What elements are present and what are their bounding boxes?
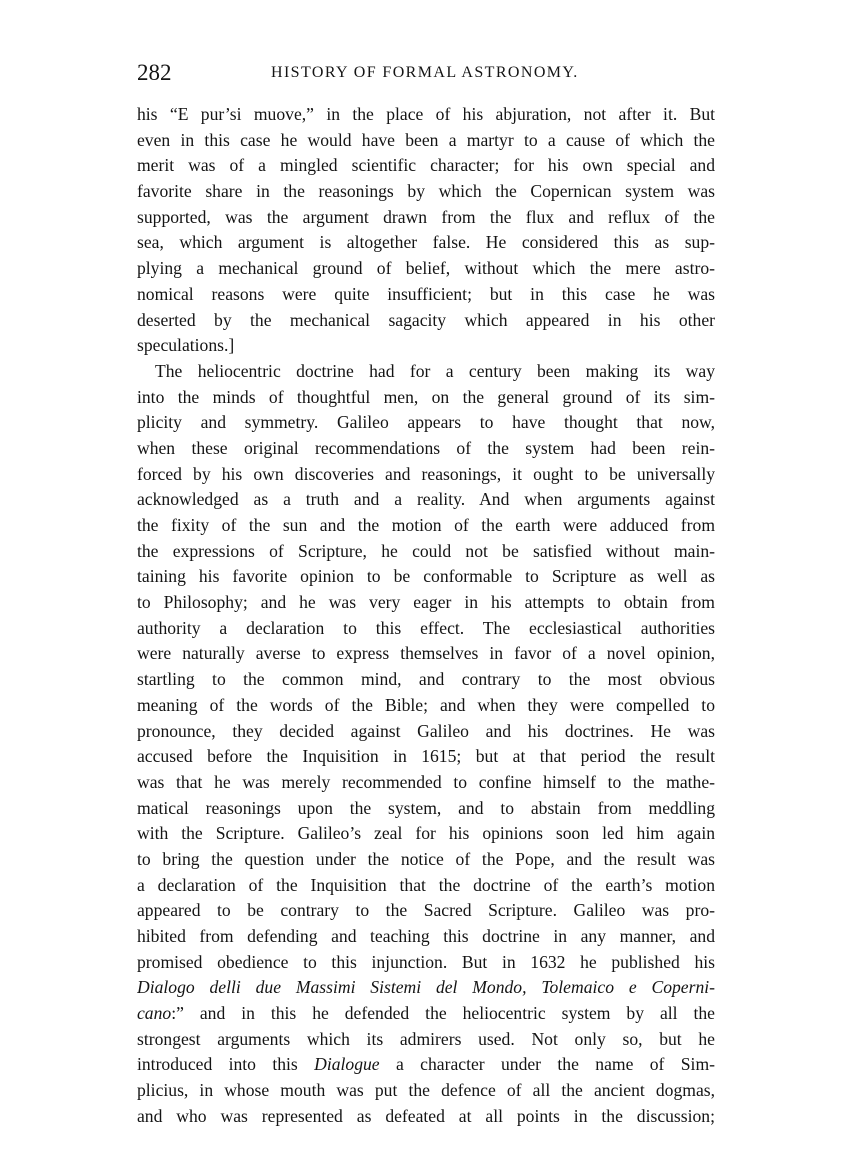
text-line: supported, was the argument drawn from the flux and reflux of the bbox=[137, 206, 715, 227]
text-line: plicius, in whose mouth was put the defence of all the ancient dogmas, bbox=[137, 1080, 715, 1101]
text-line: acknowledged as a truth and a reality. And when arguments against bbox=[137, 489, 715, 510]
text-line: the expressions of Scripture, he could not be satisfied without main- bbox=[137, 540, 715, 561]
text-line: startling to the common mind, and contrary to the most obvious bbox=[137, 669, 715, 690]
text-line bbox=[137, 1001, 715, 1027]
text-line: meaning of the words of the Bible; and when they were compelled to bbox=[137, 694, 715, 715]
text-line: authority a declaration to this effect. The ecclesiastical authorities bbox=[137, 617, 715, 638]
text-line: deserted by the mechanical sagacity which appeared in his other bbox=[137, 309, 715, 330]
text-line: accused before the Inquisition in 1615; but at that period the result bbox=[137, 746, 715, 767]
text-line: pronounce, they decided against Galileo and his doctrines. He was bbox=[137, 720, 715, 741]
text-line: hibited from defending and teaching this doctrine in any manner, and bbox=[137, 926, 715, 946]
running-title: HISTORY OF FORMAL ASTRONOMY. bbox=[271, 64, 579, 81]
body-text bbox=[137, 102, 715, 1130]
text-line: forced by his own discoveries and reasonings, it ought to be universally bbox=[137, 463, 715, 484]
paragraph-start-line: The heliocentric doctrine had for a century been making its way bbox=[155, 360, 715, 381]
text-line: the fixity of the sun and the motion of the earth were adduced from bbox=[137, 515, 715, 535]
text-line: matical reasonings upon the system, and to abstain from meddling bbox=[137, 797, 715, 818]
text-line: nomical reasons were quite insufficient; but in this case he was bbox=[137, 283, 715, 304]
text-segment: introduced into this bbox=[137, 1054, 315, 1075]
text-segment: :” and in this he defended the heliocentric system by all the bbox=[171, 1003, 715, 1024]
text-line: favorite share in the reasonings by which the Copernican system was bbox=[137, 181, 715, 202]
paragraph-end-line: speculations.] bbox=[137, 335, 235, 356]
text-line bbox=[137, 1052, 715, 1078]
book-title-italic-end: cano bbox=[137, 1003, 172, 1024]
page-number: 282 bbox=[137, 60, 172, 85]
text-segment: a character under the name of Sim- bbox=[379, 1054, 715, 1075]
book-title-italic: Dialogo delli due Massimi Sistemi del Mondo, Tolemaico e Coperni- bbox=[137, 977, 715, 998]
text-line: with the Scripture. Galileo’s zeal for his opinions soon led him again bbox=[137, 823, 715, 844]
text-line: plicity and symmetry. Galileo appears to have thought that now, bbox=[137, 412, 715, 433]
running-head bbox=[137, 58, 715, 88]
dialogue-italic: Dialogue bbox=[314, 1054, 380, 1075]
text-line: into the minds of thoughtful men, on the general ground of its sim- bbox=[137, 386, 715, 407]
text-line: to Philosophy; and he was very eager in his attempts to obtain from bbox=[137, 592, 715, 613]
text-line: even in this case he would have been a martyr to a cause of which the bbox=[137, 129, 715, 150]
text-line: taining his favorite opinion to be conformable to Scripture as well as bbox=[137, 566, 715, 587]
text-line: a declaration of the Inquisition that the doctrine of the earth’s motion bbox=[137, 874, 715, 895]
text-line: was that he was merely recommended to confine himself to the mathe- bbox=[137, 771, 715, 792]
text-line: strongest arguments which its admirers used. Not only so, but he bbox=[137, 1028, 715, 1049]
text-line: merit was of a mingled scientific character; for his own special and bbox=[137, 155, 715, 176]
text-line: his “E pur’si muove,” in the place of his abjuration, not after it. But bbox=[137, 104, 715, 124]
italic-title-line bbox=[137, 975, 715, 1001]
text-line: were naturally averse to express themselves in favor of a novel opinion, bbox=[137, 643, 715, 664]
text-line: and who was represented as defeated at all points in the discussion; bbox=[137, 1105, 715, 1126]
text-line: appeared to be contrary to the Sacred Scripture. Galileo was pro- bbox=[137, 900, 715, 921]
text-line: when these original recommendations of the system had been rein- bbox=[137, 437, 715, 458]
text-line: to bring the question under the notice of the Pope, and the result was bbox=[137, 848, 715, 869]
text-line: plying a mechanical ground of belief, without which the mere astro- bbox=[137, 258, 715, 279]
text-line: promised obedience to this injunction. But in 1632 he published his bbox=[137, 951, 715, 972]
text-line: sea, which argument is altogether false. He considered this as sup- bbox=[137, 232, 715, 253]
